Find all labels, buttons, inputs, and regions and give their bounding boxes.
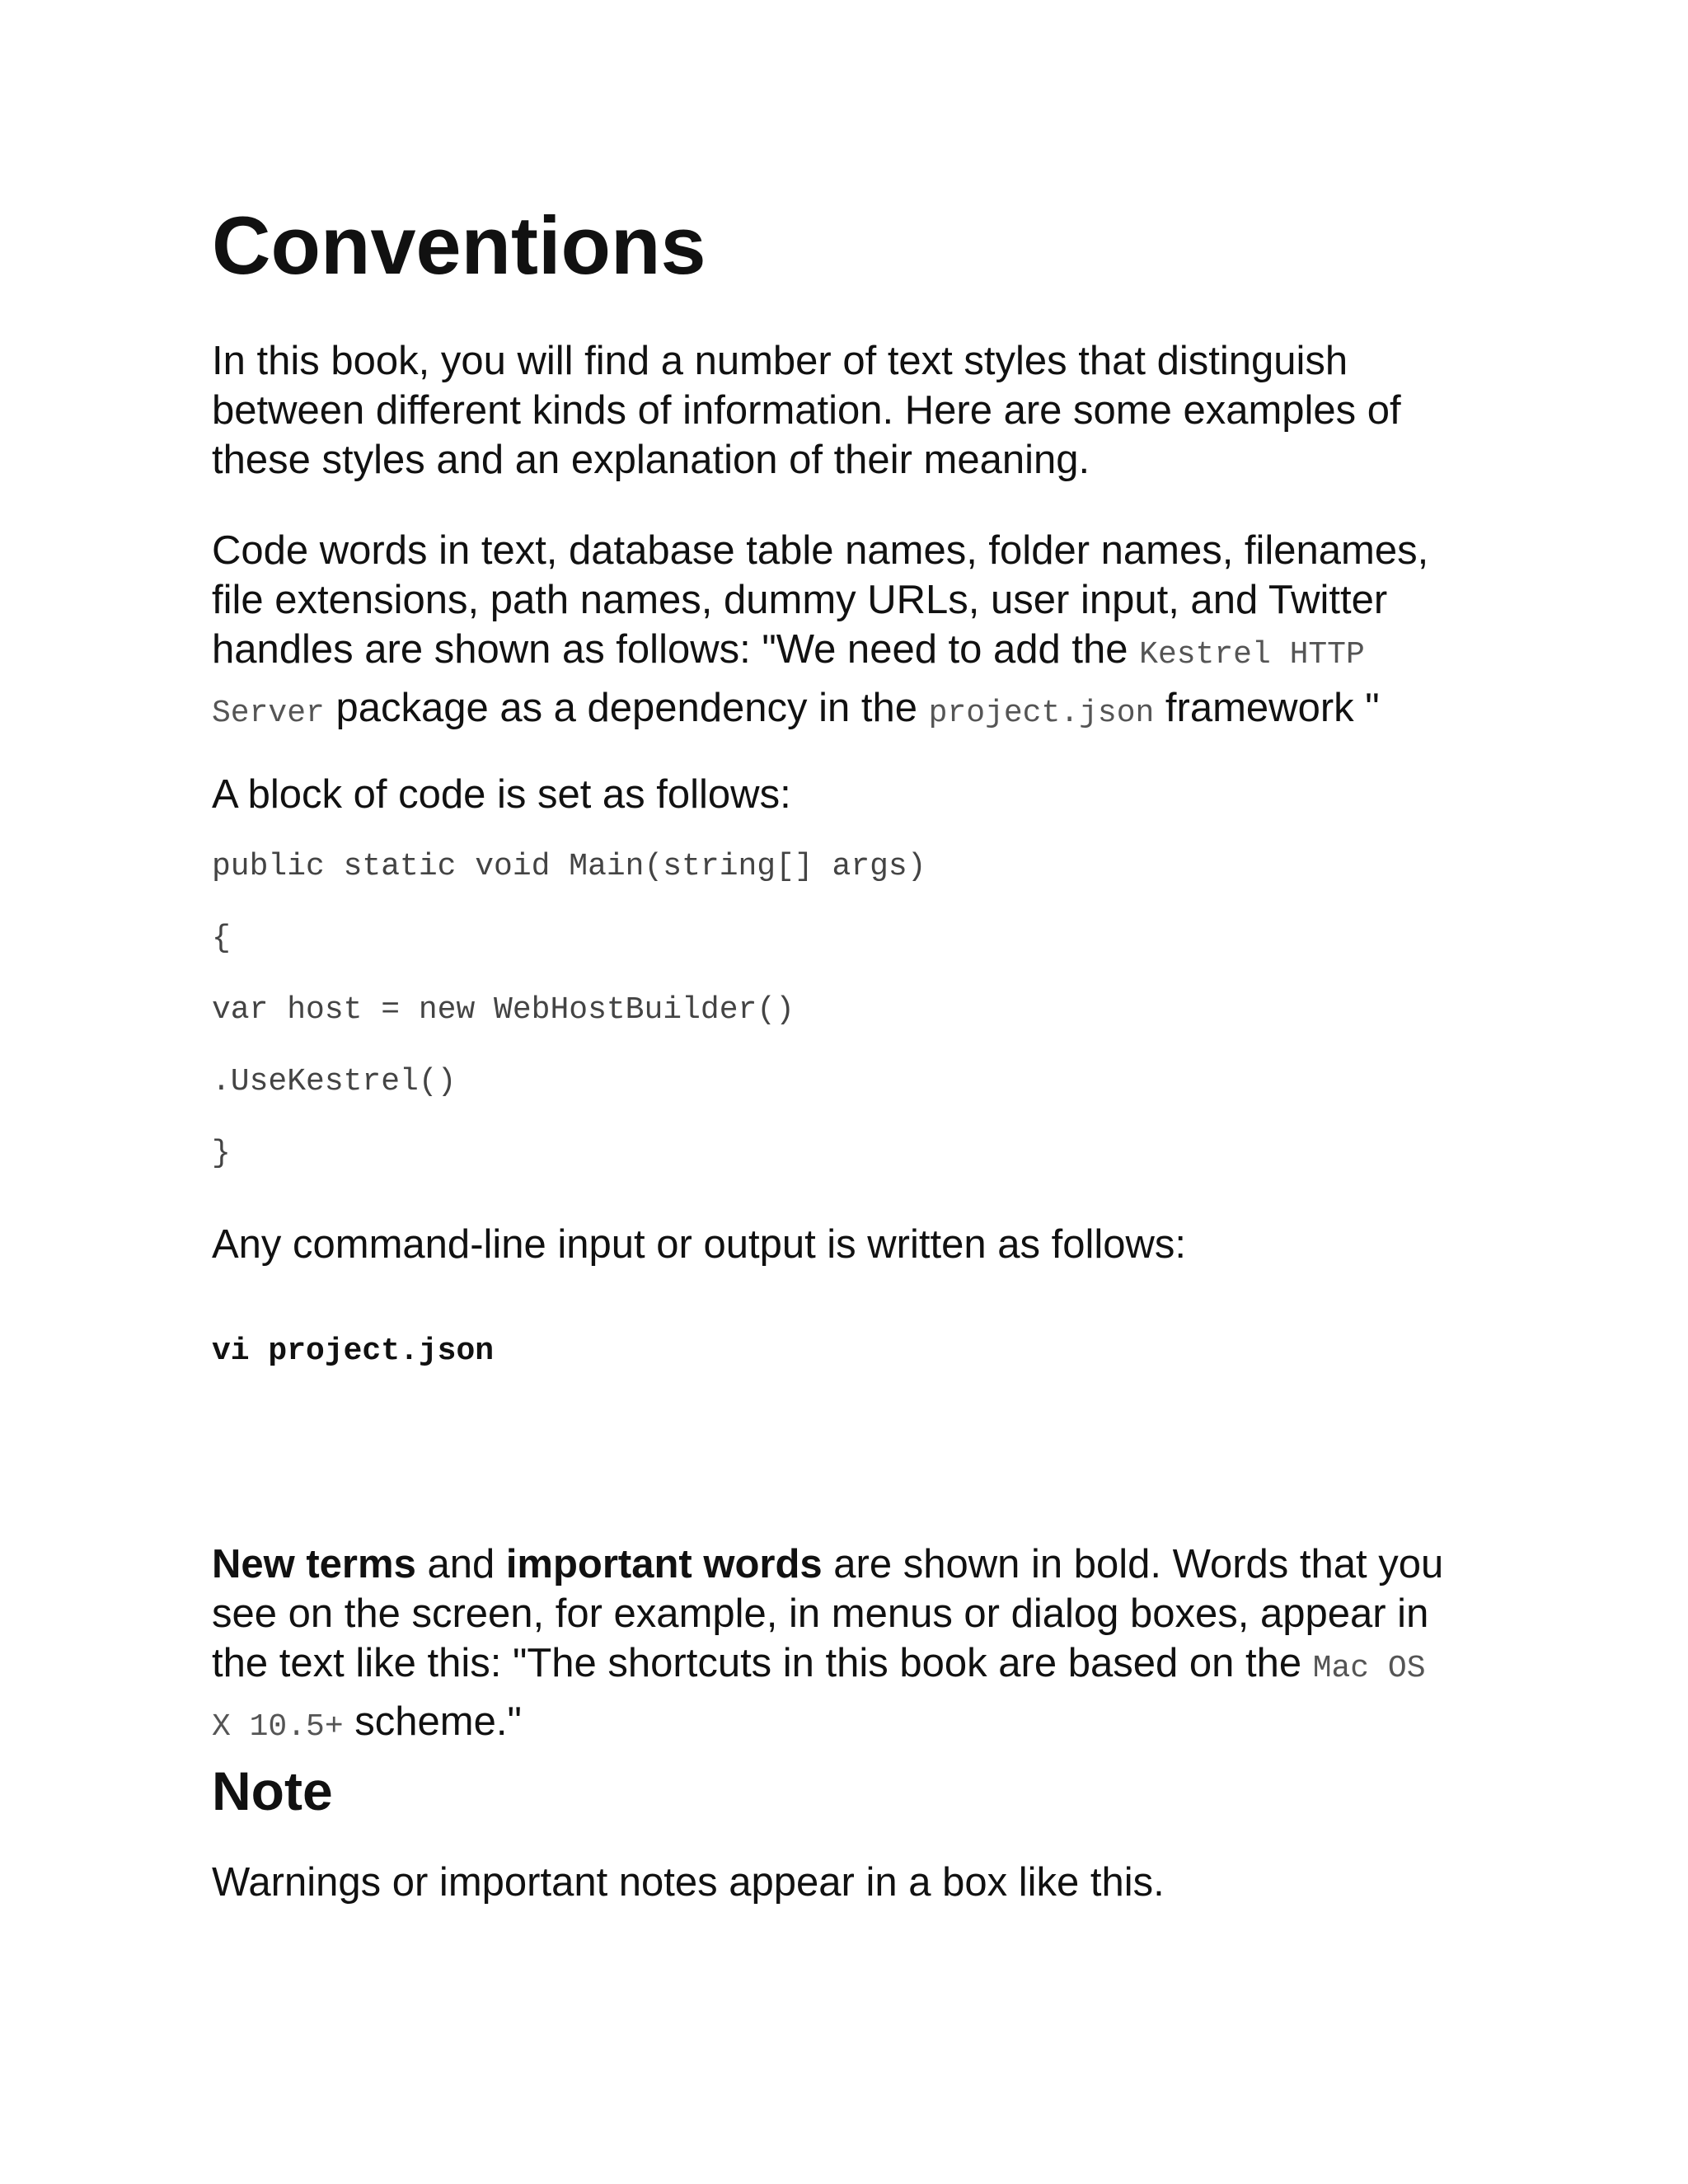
command-example: vi project.json <box>212 1333 495 1369</box>
new-terms-text: scheme." <box>343 1699 522 1744</box>
code-words-text: package as a dependency in the <box>324 686 929 730</box>
code-words-line: file extensions, path names, dummy URLs, user input, and Twitter <box>212 578 1388 622</box>
command-intro: Any command-line input or output is written as follows: <box>212 1222 1186 1267</box>
code-line: .UseKestrel() <box>212 1064 457 1099</box>
bold-new-terms: New terms <box>212 1542 416 1586</box>
inline-code-kestrel: Kestrel HTTP <box>1139 637 1365 673</box>
code-line: public static void Main(string[] args) <box>212 849 926 884</box>
page-title: Conventions <box>212 199 706 291</box>
code-words-text: framework " <box>1154 686 1380 730</box>
new-terms-line: see on the screen, for example, in menus or dialog boxes, appear in <box>212 1591 1429 1636</box>
new-terms-line <box>212 1540 1498 1589</box>
code-words-line <box>212 683 1498 738</box>
new-terms-line <box>212 1697 1498 1752</box>
intro-paragraph <box>212 336 1498 485</box>
code-words-text: handles are shown as follows: "We need to add the <box>212 627 1140 672</box>
new-terms-line <box>212 1638 1498 1694</box>
new-terms-paragraph <box>212 1540 1498 1752</box>
inline-code-server: Server <box>212 696 325 731</box>
code-block-intro: A block of code is set as follows: <box>212 772 791 817</box>
intro-line: between different kinds of information. Here are some examples of <box>212 388 1401 433</box>
code-words-line: Code words in text, database table names, folder names, filenames, <box>212 528 1429 573</box>
code-words-line <box>212 625 1498 680</box>
inline-code-mac-os: Mac OS <box>1312 1651 1426 1686</box>
code-line: var host = new WebHostBuilder() <box>212 992 795 1028</box>
new-terms-text: and <box>415 1542 506 1586</box>
note-text: Warnings or important notes appear in a box like this. <box>212 1860 1165 1905</box>
new-terms-text: are shown in bold. Words that you <box>822 1542 1444 1586</box>
intro-line: In this book, you will find a number of text styles that distinguish <box>212 339 1348 383</box>
note-heading: Note <box>212 1760 333 1821</box>
code-words-paragraph <box>212 526 1498 738</box>
intro-line: these styles and an explanation of their meaning. <box>212 438 1090 482</box>
code-line: { <box>212 921 231 956</box>
new-terms-text: the text like this: "The shortcuts in this book are based on the <box>212 1641 1313 1685</box>
code-line: } <box>212 1136 231 1171</box>
bold-important-words: important words <box>505 1542 823 1586</box>
inline-code-project-json: project.json <box>928 696 1155 731</box>
inline-code-version: X 10.5+ <box>212 1709 344 1745</box>
